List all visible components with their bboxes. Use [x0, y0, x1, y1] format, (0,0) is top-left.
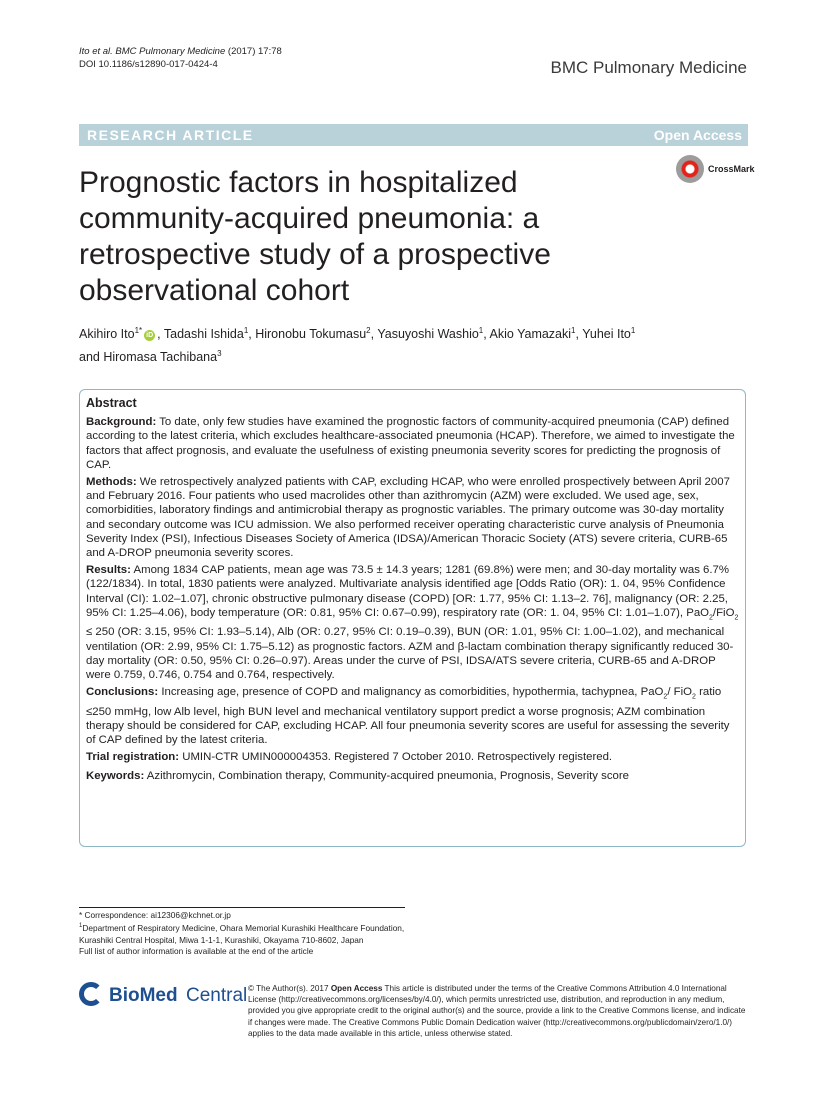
- author-name: Tadashi Ishida: [163, 327, 244, 342]
- section-label: Background:: [86, 416, 157, 429]
- section-text: Azithromycin, Combination therapy, Community-acquired pneumonia, Prognosis, Severity score: [146, 770, 629, 783]
- abstract: [86, 396, 740, 787]
- author-name: Akihiro Ito: [79, 327, 135, 342]
- author-name: Yasuyoshi Washio: [377, 327, 479, 342]
- affiliation-text: Department of Respiratory Medicine, Ohara Memorial Kurashiki Healthcare Foundation, Kurashiki Central Hospital, Miwa 1-1-1, Kurashiki, Okayama 710-8602, Japan: [79, 923, 405, 945]
- section-text: UMIN-CTR UMIN000004353. Registered 7 October 2010. Retrospectively registered.: [182, 751, 613, 764]
- affiliation: [79, 921, 409, 946]
- subscript: 2: [692, 693, 696, 701]
- affiliation-sup: 1: [79, 923, 83, 930]
- license-statement: [248, 983, 748, 1039]
- abstract-keywords: [86, 769, 740, 783]
- section-label: Conclusions:: [86, 686, 159, 699]
- citation-block: [79, 45, 282, 71]
- doi[interactable]: DOI 10.1186/s12890-017-0424-4: [79, 59, 218, 70]
- author-affiliation-sup: 1: [243, 326, 249, 335]
- article-type-label: RESEARCH ARTICLE: [87, 127, 254, 143]
- citation-line: [79, 45, 282, 58]
- biomed-central-ring-icon: [79, 982, 103, 1006]
- author-affiliation-sup: 1: [478, 326, 484, 335]
- author-name: Hironobu Tokumasu: [255, 327, 367, 342]
- section-label: Results:: [86, 564, 131, 577]
- section-label: Trial registration:: [86, 751, 180, 764]
- footnotes: [79, 910, 409, 957]
- abstract-methods: [86, 475, 740, 560]
- biomed-central-logo: [79, 980, 248, 1020]
- subscript: 2: [663, 693, 668, 701]
- section-text: We retrospectively analyzed patients with CAP, excluding HCAP, who were enrolled prospectively between April 2007 and February 2016. Four patients who used macrolides other than azithromycin (AZM) were excluded. We used age, sex, comorbidities, laboratory findings and antimicrobial therapy as prognostic variables. The primary outcome was 30-day mortality and secondary outcome was ICU admission. We also performed receiver operating characteristic curve analysis of Pneumonia Severity Index (PSI), Infectious Diseases Society of America (IDSA)/American Thoracic Society (ATS) severe criteria, CURB-65 and A-DROP pneumonia severity scores.: [86, 476, 730, 560]
- logo-text-light: Central: [186, 985, 248, 1006]
- citation-journal: Ito et al. BMC Pulmonary Medicine: [79, 46, 226, 57]
- open-access-label: Open Access: [653, 127, 742, 143]
- subscript: 2: [734, 614, 739, 622]
- section-text: ≤ 250 (OR: 3.15, 95% CI: 1.93–5.14), Alb (OR: 0.27, 95% CI: 0.19–0.39), BUN (OR: 1.01, 95% CI: 1.00–1.02), and mechanical ventilation (OR: 2.99, 95% CI: 1.75–5.12) as prognostic factors. AZM and β-lactam combination therapy significantly reduced 30-day mortality (OR: 0.50, 95% CI: 0.26–0.97). Areas under the curve of PSI, IDSA/ATS severe criteria, CURB-65 and A-DROP were 0.759, 0.746, 0.754 and 0.764, respectively.: [86, 626, 734, 681]
- journal-name: BMC Pulmonary Medicine: [550, 58, 747, 77]
- license-text: This article is distributed under the terms of the Creative Commons Attribution 4.0 International License (http://creativecommons.org/licenses/by/4.0/), which permits unrestricted use, distribution, and reproduction in any medium, provided you give appropriate credit to the original author(s) and the source, provide a link to the Creative Commons license, and indicate if changes were made. The Creative Commons Public Domain Dedication waiver (http://creativecommons.org/publicdomain/zero/1.0/) applies to the data made available in this article, unless otherwise stated.: [248, 984, 746, 1038]
- article-title: Prognostic factors in hospitalized community-acquired pneumonia: a retrospective study of a prospective observational cohort: [79, 166, 551, 307]
- author-affiliation-sup: 2: [366, 326, 371, 335]
- abstract-trial-registration: [86, 750, 740, 764]
- article-type-banner: [79, 124, 748, 146]
- crossmark-badge[interactable]: [676, 155, 755, 185]
- section-text: To date, only few studies have examined the prognostic factors of community-acquired pneumonia (CAP) defined according to the latest criteria, which excludes healthcare-associated pneumonia (HCAP). Therefore, we aimed to investigate the factors that affect prognosis, and evaluate the usefulness of existing pneumonia severity scores for predicting the prognosis of CAP.: [86, 416, 735, 471]
- author-name: and Hiromasa Tachibana: [79, 350, 218, 365]
- section-label: Keywords:: [86, 770, 145, 783]
- abstract-background: [86, 415, 740, 472]
- subscript: 2: [709, 614, 713, 622]
- crossmark-label: CrossMark: [708, 164, 755, 174]
- abstract-results: [86, 563, 740, 682]
- abstract-conclusions: [86, 685, 740, 747]
- author-list: Akihiro Ito$^{1*}$iD , Tadashi Ishida$^1$, Hironobu Tokumasu$^2$, Yasuyoshi Washio$^1$, Akio Yamazaki$^1$, Yuhei Ito$^1$ and Hiromasa Tachibana$^3$: [79, 326, 636, 365]
- full-author-info-note: Full list of author information is available at the end of the article: [79, 945, 314, 956]
- open-access-label: Open Access: [330, 984, 383, 993]
- abstract-heading: Abstract: [86, 396, 137, 410]
- section-text: / FiO: [667, 686, 693, 699]
- author-name: Yuhei Ito: [582, 327, 631, 342]
- crossmark-icon: [676, 155, 704, 183]
- copyright: © The Author(s). 2017: [248, 984, 329, 993]
- author-affiliation-sup: 3: [217, 349, 222, 359]
- author-affiliation-sup: 1: [630, 326, 636, 335]
- section-text: ratio ≤250 mmHg, low Alb level, high BUN level and mechanical ventilatory support predict a worse prognosis; AZM combination therapy should be considered for CAP, excluding HCAP. All four pneumonia severity scores are useful for assessing the severity of CAP defined by the latest criteria.: [86, 686, 730, 747]
- author-affiliation-sup: 1: [571, 326, 576, 335]
- author-affiliation-sup: 1*: [134, 326, 143, 335]
- logo-text-bold: BioMed: [109, 985, 178, 1006]
- footnote-divider: [79, 907, 405, 908]
- orcid-icon[interactable]: iD: [146, 332, 154, 340]
- citation-year-volume: (2017) 17:78: [227, 46, 282, 57]
- section-text: Among 1834 CAP patients, mean age was 73.5 ± 14.3 years; 1281 (69.8%) were men; and 30-day mortality was 6.7% (122/1834). In total, 1830 patients were analyzed. Multivariate analysis identified age [Odds Ratio (OR): 1. 04, 95% Confidence Interval (CI): 1.02–1.07], chronic obstructive pulmonary disease (COPD) [OR: 1.77, 95% CI: 1.13–2. 76], malignancy (OR: 2.25, 95% CI: 1.25–4.06), body temperature (OR: 0.81, 95% CI: 0.67–0.99), respiratory rate (OR: 1. 04, 95% CI: 1.01–1.07), PaO: [86, 564, 730, 619]
- correspondence[interactable]: * Correspondence: ai12306@kchnet.or.jp: [79, 910, 231, 920]
- section-text: Increasing age, presence of COPD and malignancy as comorbidities, hypothermia, tachypnea, PaO: [161, 686, 664, 699]
- section-text: /FiO: [712, 606, 735, 619]
- section-label: Methods:: [86, 476, 137, 489]
- author-name: Akio Yamazaki: [489, 327, 572, 342]
